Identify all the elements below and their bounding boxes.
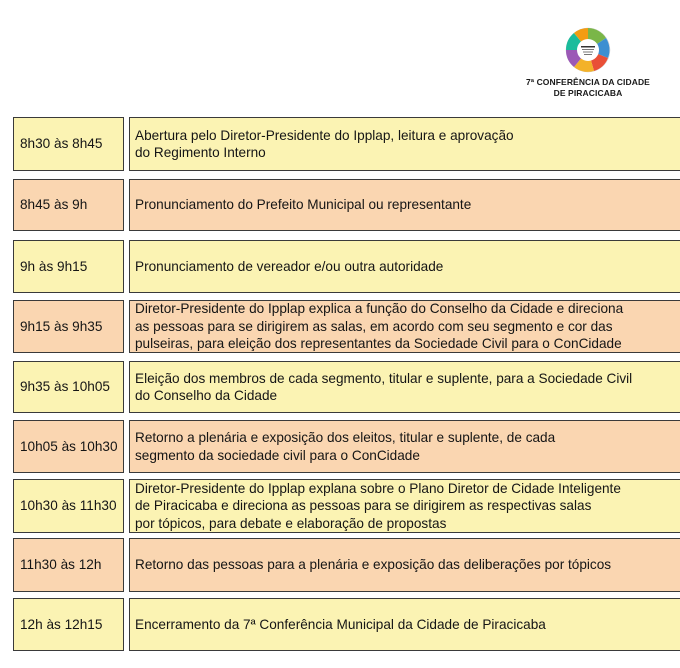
time-cell: 12h às 12h15 [13, 598, 124, 651]
description-line: Abertura pelo Diretor-Presidente do Ipplap, leitura e aprovação [135, 127, 514, 143]
description-line: do Conselho da Cidade [135, 388, 278, 403]
description-line: Diretor-Presidente do Ipplap explica a função do Conselho da Cidade e direciona [135, 301, 624, 317]
description-cell [129, 240, 680, 293]
description-cell [129, 300, 680, 353]
schedule-row [13, 117, 680, 171]
description-line: as pessoas para se dirigirem as salas, em acordo com seu segmento e cor das [135, 318, 613, 334]
time-cell: 9h15 às 9h35 [13, 300, 124, 353]
description-cell [129, 361, 680, 413]
description-line: Pronunciamento de vereador e/ou outra autoridade [135, 258, 444, 274]
description-line: Retorno a plenária e exposição dos eleitos, titular e suplente, de cada [135, 430, 556, 445]
description-cell [129, 479, 680, 533]
description-line: do Regimento Interno [135, 145, 266, 160]
conference-logo-icon [562, 26, 614, 74]
description-cell [129, 420, 680, 473]
time-cell: 10h30 às 11h30 [13, 479, 124, 533]
logo-title-line1: 7ª CONFERÊNCIA DA CIDADE [526, 77, 650, 87]
schedule-row [13, 179, 680, 231]
schedule-row [13, 598, 680, 651]
time-cell: 8h45 às 9h [13, 179, 124, 231]
schedule-row [13, 420, 680, 473]
logo-title-line2: DE PIRACICABA [553, 87, 623, 98]
schedule-row [13, 240, 680, 293]
schedule-row [13, 361, 680, 413]
time-cell: 9h às 9h15 [13, 240, 124, 293]
schedule-row [13, 538, 680, 592]
description-line: pulseiras, para eleição dos representantes da Sociedade Civil para o ConCidade [135, 336, 622, 352]
description-line: segmento da sociedade civil para o ConCidade [135, 447, 420, 463]
time-cell: 11h30 às 12h [13, 538, 124, 592]
description-line: de Piracicaba e direciona as pessoas para se dirigirem as respectivas salas [135, 498, 592, 514]
time-cell: 9h35 às 10h05 [13, 361, 124, 413]
description-line: Pronunciamento do Prefeito Municipal ou representante [135, 197, 472, 213]
description-line: Encerramento da 7ª Conferência Municipal da Cidade de Piracicaba [135, 616, 546, 632]
description-cell [129, 117, 680, 171]
description-cell [129, 538, 680, 592]
description-line: Retorno das pessoas para a plenária e exposição das deliberações por tópicos [135, 557, 612, 573]
schedule-row [13, 479, 680, 533]
description-line: Eleição dos membros de cada segmento, titular e suplente, para a Sociedade Civil [135, 370, 633, 386]
description-line: Diretor-Presidente do Ipplap explana sobre o Plano Diretor de Cidade Inteligente [135, 480, 621, 496]
description-cell [129, 179, 680, 231]
description-line: por tópicos, para debate e elaboração de propostas [135, 515, 447, 531]
conference-logo [508, 26, 668, 98]
description-cell [129, 598, 680, 651]
time-cell: 8h30 às 8h45 [13, 117, 124, 171]
time-cell: 10h05 às 10h30 [13, 420, 124, 473]
schedule-row [13, 300, 680, 353]
